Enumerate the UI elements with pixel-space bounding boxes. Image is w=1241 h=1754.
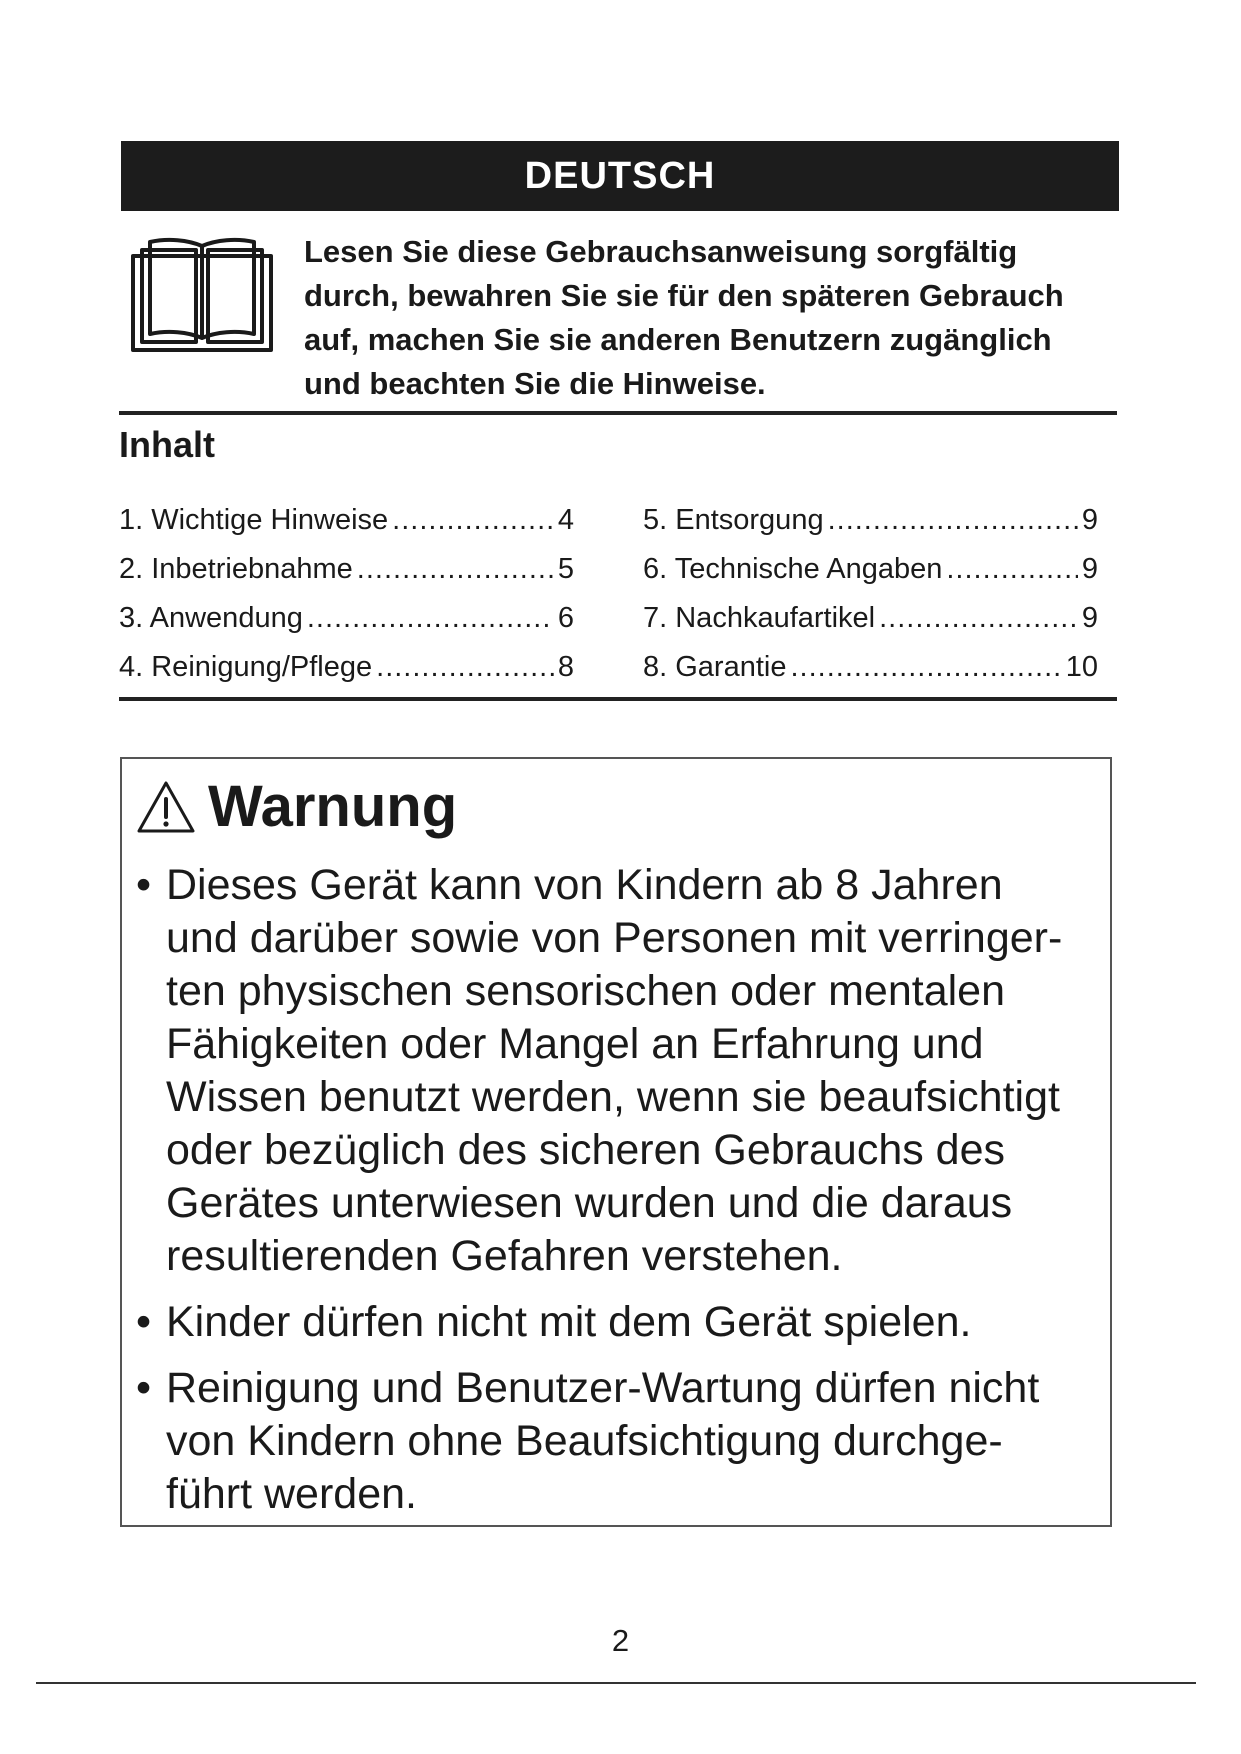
toc-column-right: [643, 496, 1098, 692]
warning-list: [136, 859, 1096, 1534]
toc-entry-page: 9: [1081, 553, 1098, 585]
language-title: DEUTSCH: [524, 154, 716, 197]
warning-item: [136, 1362, 1096, 1521]
intro-line: und beachten Sie die Hinweise.: [304, 366, 766, 401]
toc-entry[interactable]: [119, 594, 574, 643]
bullet: •: [136, 861, 152, 909]
toc-entry-page: 9: [1081, 602, 1098, 634]
toc-leader-dots: [392, 496, 554, 545]
toc-entry[interactable]: [119, 545, 574, 594]
toc-entry-label: 7. Nachkaufartikel: [643, 602, 876, 634]
warning-line: Wissen benutzt werden, wenn sie beaufsichtigt: [166, 1073, 1060, 1121]
intro-instructions: [304, 230, 1104, 406]
language-header: [121, 141, 1119, 211]
warning-line: führt werden.: [166, 1470, 417, 1518]
toc-entry[interactable]: [643, 594, 1098, 643]
toc-entry-page: 9: [1081, 504, 1098, 536]
warning-line: Kinder dürfen nicht mit dem Gerät spielen.: [166, 1298, 972, 1346]
toc-entry[interactable]: [643, 545, 1098, 594]
warning-line: Dieses Gerät kann von Kindern ab 8 Jahren: [166, 861, 1003, 909]
toc-leader-dots: [357, 545, 554, 594]
toc-entry-label: 4. Reinigung/Pflege: [119, 651, 373, 683]
warning-line: Gerätes unterwiesen wurden und die daraus: [166, 1179, 1013, 1227]
divider-bottom: [119, 697, 1117, 701]
toc-entry[interactable]: [119, 643, 574, 692]
toc-entry-page: 10: [1065, 651, 1098, 683]
toc-entry-label: 1. Wichtige Hinweise: [119, 504, 389, 536]
toc-entry[interactable]: [119, 496, 574, 545]
toc-entry[interactable]: [643, 643, 1098, 692]
warning-item: [136, 859, 1096, 1283]
warning-triangle-icon: [136, 779, 196, 835]
warning-item: [136, 1296, 1096, 1349]
toc-leader-dots: [946, 545, 1077, 594]
warning-line: Fähigkeiten oder Mangel an Erfahrung und: [166, 1020, 984, 1068]
toc-entry-label: 3. Anwendung: [119, 602, 303, 634]
warning-header: [136, 773, 457, 840]
toc-leader-dots: [828, 496, 1078, 545]
warning-line: von Kindern ohne Beaufsichtigung durchge-: [166, 1417, 1003, 1465]
toc-entry[interactable]: [643, 496, 1098, 545]
warning-line: oder bezüglich des sicheren Gebrauchs des: [166, 1126, 1006, 1174]
toc-entry-page: 6: [557, 602, 574, 634]
toc-column-left: [119, 496, 574, 692]
toc-leader-dots: [376, 643, 554, 692]
toc-leader-dots: [879, 594, 1078, 643]
toc-entry-label: 5. Entsorgung: [643, 504, 824, 536]
toc-entry-label: 6. Technische Angaben: [643, 553, 943, 585]
bullet: •: [136, 1364, 152, 1412]
warning-line: und darüber sowie von Personen mit verringer-: [166, 914, 1063, 962]
intro-line: Lesen Sie diese Gebrauchsanweisung sorgfältig: [304, 234, 1018, 269]
page-number: 2: [611, 1623, 630, 1658]
intro-line: auf, machen Sie sie anderen Benutzern zugänglich: [304, 322, 1052, 357]
toc-heading: Inhalt: [119, 424, 215, 465]
warning-line: resultierenden Gefahren verstehen.: [166, 1232, 843, 1280]
warning-line: Reinigung und Benutzer-Wartung dürfen nicht: [166, 1364, 1040, 1412]
warning-box: [120, 757, 1112, 1527]
toc-entry-page: 4: [557, 504, 574, 536]
toc-leader-dots: [790, 643, 1061, 692]
toc-entry-page: 5: [557, 553, 574, 585]
toc-entry-label: 8. Garantie: [643, 651, 787, 683]
toc-entry-page: 8: [557, 651, 574, 683]
warning-title: Warnung: [208, 774, 458, 839]
toc-leader-dots: [307, 594, 554, 643]
footer-divider: [36, 1682, 1196, 1684]
divider-top: [119, 411, 1117, 415]
warning-line: ten physischen sensorischen oder mentalen: [166, 967, 1006, 1015]
intro-line: durch, bewahren Sie sie für den späteren Gebrauch: [304, 278, 1064, 313]
bullet: •: [136, 1298, 152, 1346]
book-icon: [130, 234, 274, 354]
toc-entry-label: 2. Inbetriebnahme: [119, 553, 353, 585]
